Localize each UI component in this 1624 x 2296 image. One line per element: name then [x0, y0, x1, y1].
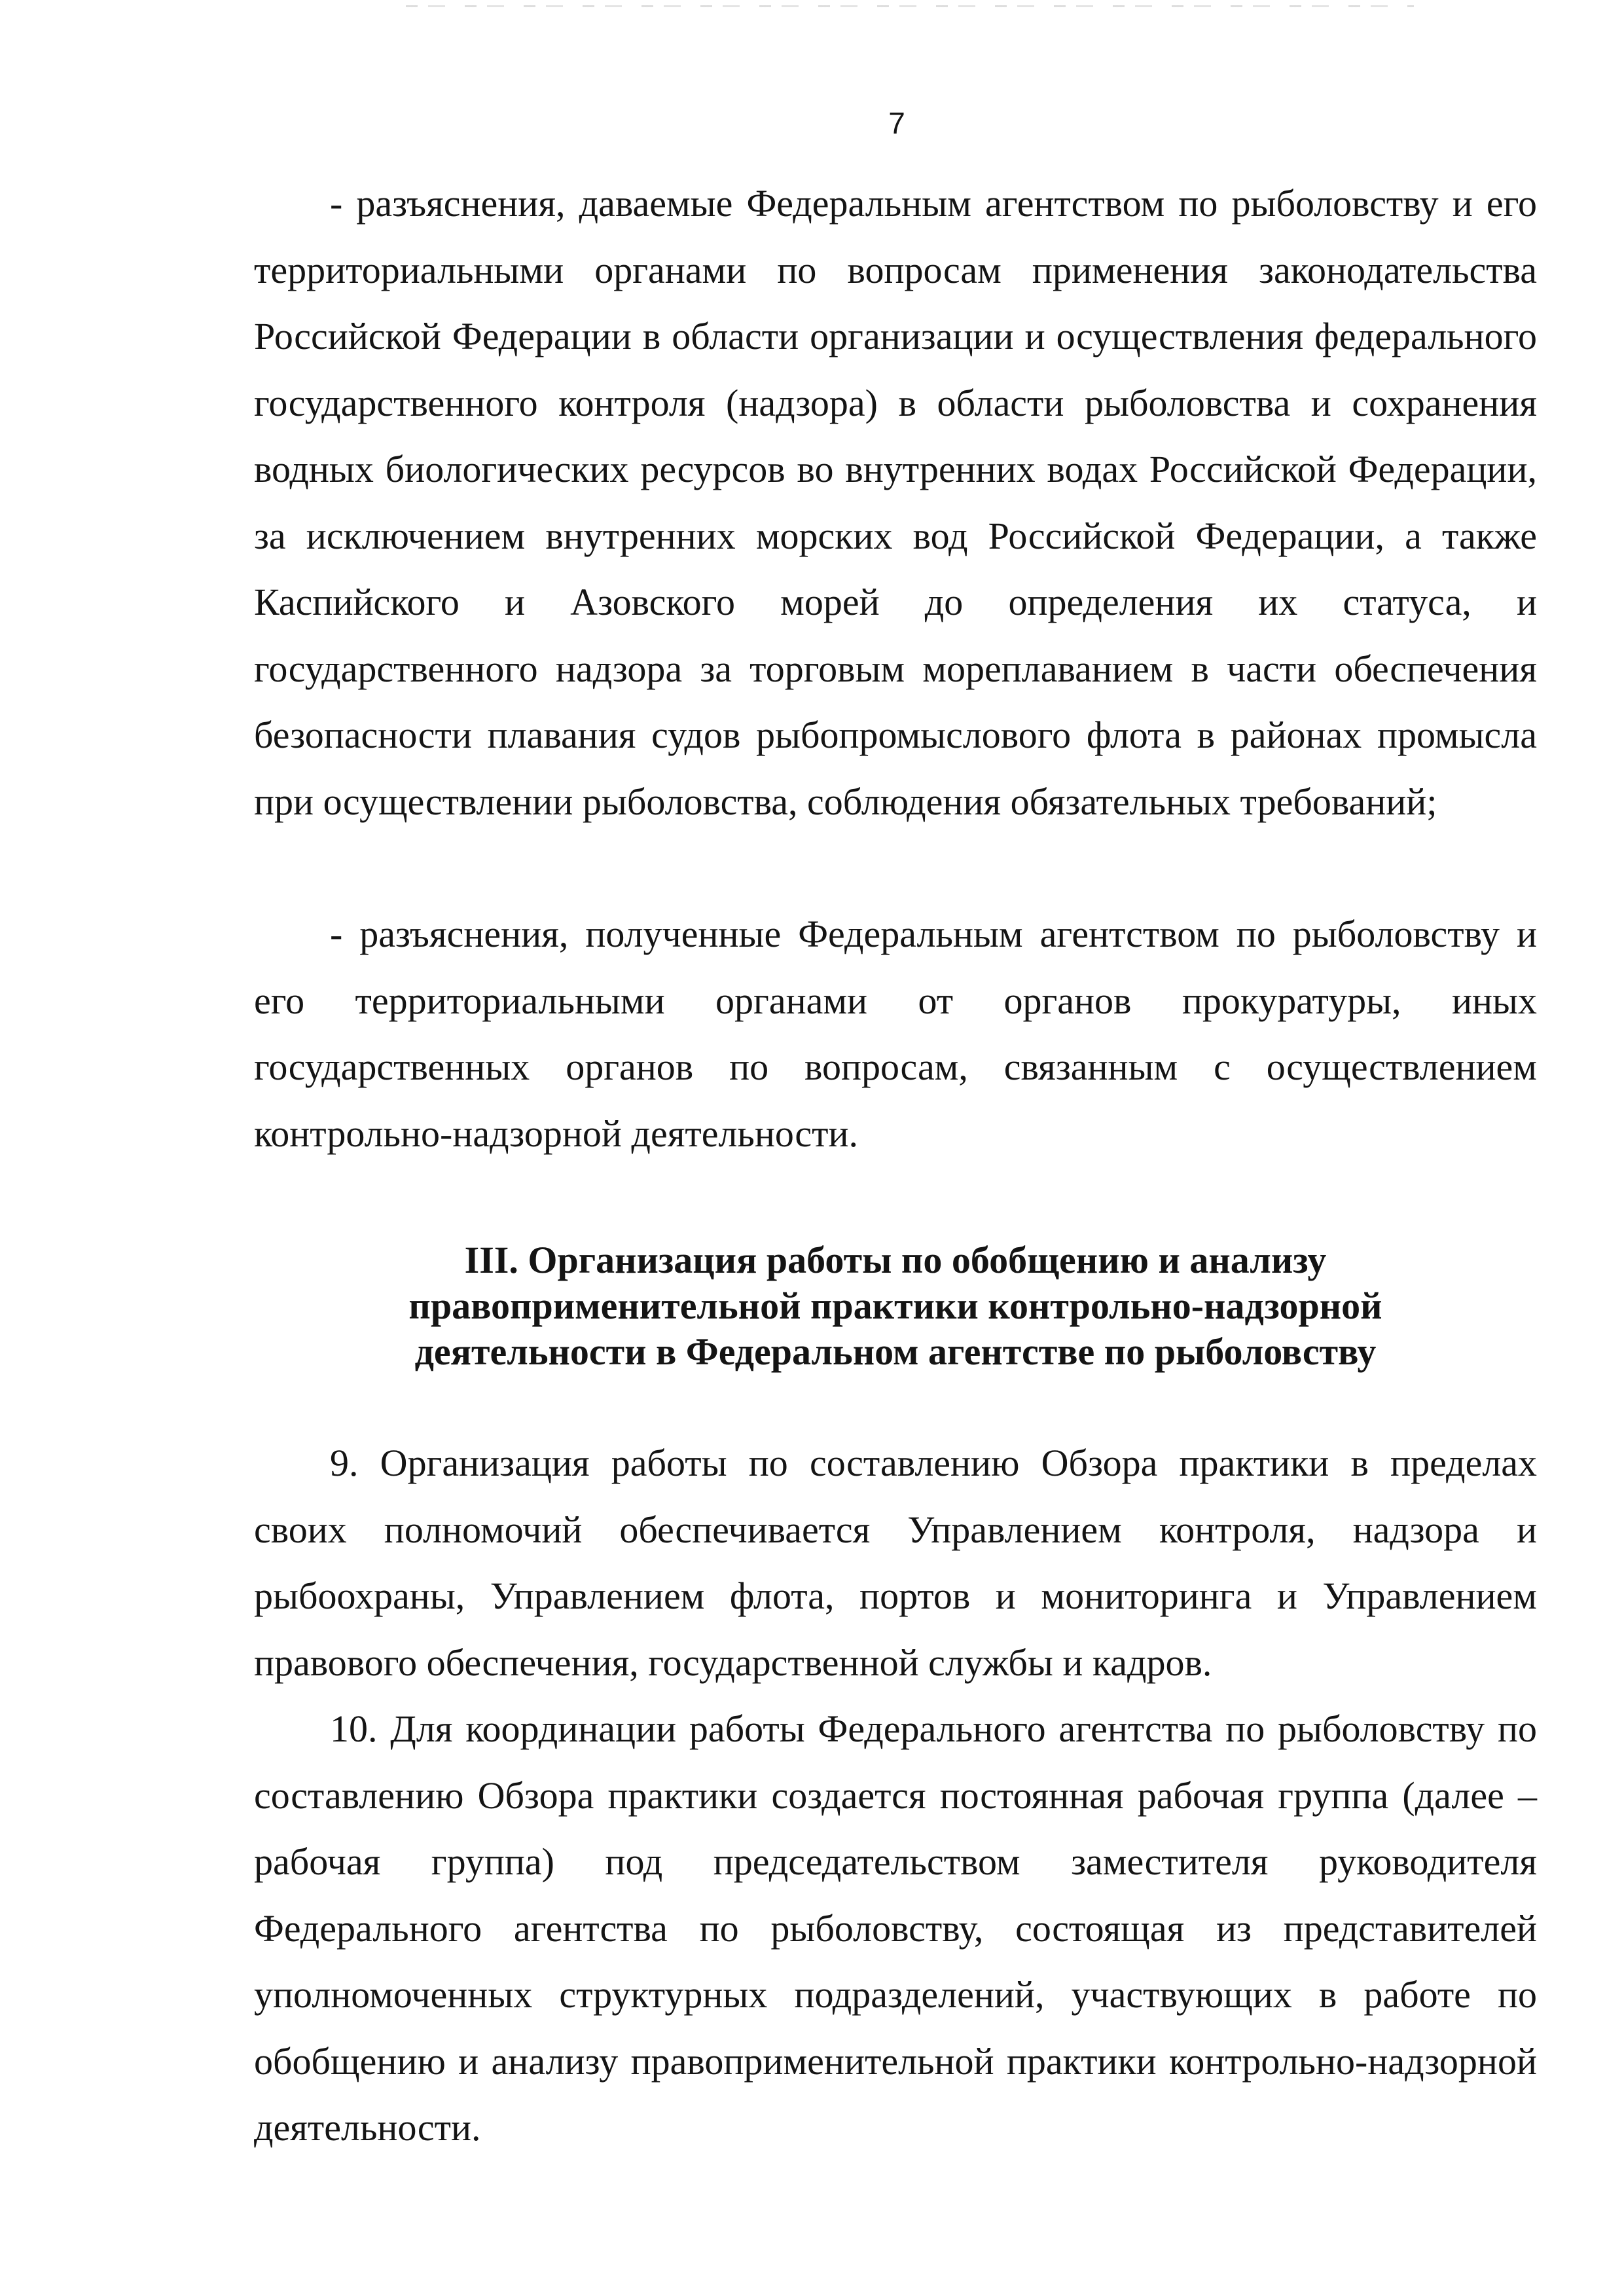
section-heading — [254, 1237, 1537, 1375]
paragraph-explanations-given: - разъяснения, даваемые Федеральным агентством по рыболовству и его территориальными органами по вопросам применения законодательства Российской Федерации в области организации и осуществления федерального государственного контроля (надзора) в области рыболовства и сохранения водных биологических ресурсов во внутренних водах Российской Федерации, за исключением внутренних морских вод Российской Федерации, а также Каспийского и Азовского морей до определения их статуса, и государственного надзора за торговым мореплаванием в части обеспечения безопасности плавания судов рыбопромыслового флота в районах промысла при осуществлении рыболовства, соблюдения обязательных требований; — [254, 182, 1537, 823]
paragraph-explanations-received: - разъяснения, полученные Федеральным агентством по рыболовству и его территориальными органами от органов прокуратуры, иных государственных органов по вопросам, связанным с осуществлением контрольно-надзорной деятельности. — [254, 913, 1537, 1155]
section-heading-line-3: деятельности в Федеральном агентстве по рыболовству — [414, 1330, 1377, 1373]
section-heading-line-2: правоприменительной практики контрольно-надзорной — [408, 1285, 1382, 1327]
paragraph-item-10: 10. Для координации работы Федерального агентства по рыболовству по составлению Обзора практики создается постоянная рабочая группа (далее – рабочая группа) под председательством заместителя руководителя Федерального агентства по рыболовству, состоящая из представителей уполномоченных структурных подразделений, участвующих в работе по обобщению и анализу правоприменительной практики контрольно-надзорной деятельности. — [254, 1707, 1537, 2149]
paragraph-item-9: 9. Организация работы по составлению Обзора практики в пределах своих полномочий обеспечивается Управлением контроля, надзора и рыбоохраны, Управлением флота, портов и мониторинга и Управлением правового обеспечения, государственной службы и кадров. — [254, 1442, 1537, 1684]
section-heading-line-1: III. Организация работы по обобщению и анализу — [464, 1239, 1327, 1281]
page-number: 7 — [888, 106, 905, 140]
scan-artifact — [406, 5, 1414, 7]
